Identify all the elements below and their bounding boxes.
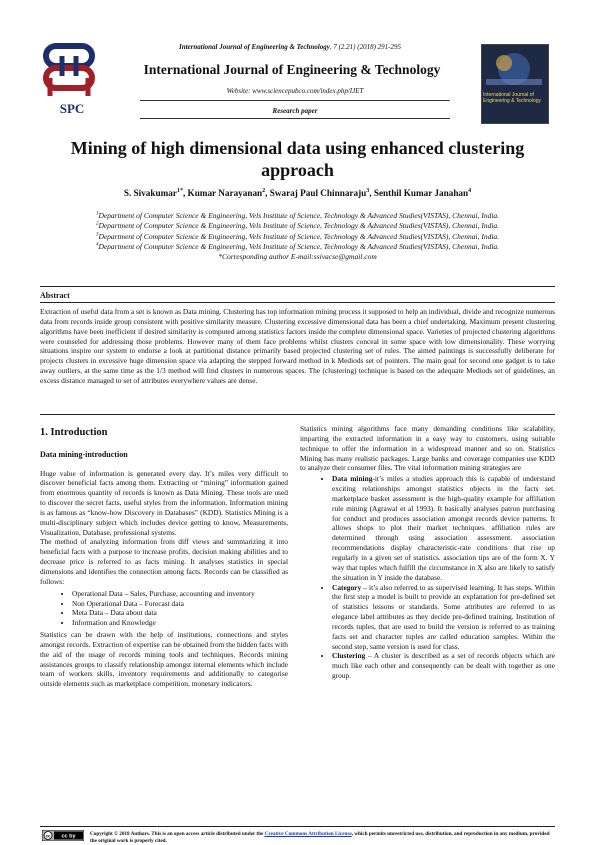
cc-license-icon[interactable]	[42, 830, 84, 841]
list-item: • Information and Knowledge	[72, 618, 288, 628]
abstract-rule-top	[40, 286, 555, 287]
copyright-notice: Copyright © 2018 Authors. This is an open access article distributed under the Creative Commons Attribution License, which permits unrestricted use, distribution, and reproduction in any medium, provided the original work is properly cited.	[90, 831, 550, 845]
subsection-heading: Data mining-introduction	[40, 449, 128, 459]
header-rule-bottom	[140, 118, 450, 119]
affiliation: $^3$Department of Computer Science & Engineering, Vels Institute of Science, Technology & Advanced Studies(VISTAS), Chennai, India.	[95, 231, 500, 241]
author-name: Senthil Kumar Janahan	[373, 188, 469, 199]
abstract-rule-mid	[40, 302, 555, 303]
paragraph: Statistics mining algorithms face many demanding conditions like scalability, imparting the extracted information in a easy way to customers, using suitable technique to offer the information in a widespread manner and so on. Statistics Mining has many realistic packages. Large banks and coverage companies use KDD to analyze their consumer files. The vital information mining strategies are	[300, 424, 555, 473]
list-item: • Data mining-it’s miles a studies approach this is capable of understand exciting relationships amongst statistics objects in the facts set. marketplace basket assessment is the high-quality example for affiliation rule mining (Agrawal et al 1993). It basically analyses patron purchasing for conduct and produces association amongst records device patterns. It allows shops to plot their market techniques. affiliation rules are determined through using association assessment. association recommendations display characteristic-rate conditions that rise up regularly in a given set of statistics. association tips are of the form X. Y way that tuples which fulfill the circumstance in X also are likely to satisfy the situation in Y inside the database.	[332, 474, 555, 582]
list-item: • Non Operational Data – Forecast data	[72, 599, 288, 609]
corresponding-author: *Corresponding author E-mail:ssivacse@gmail.com	[218, 252, 377, 262]
right-column	[300, 424, 555, 681]
affiliation: $^4$Department of Computer Science & Engineering, Vels Institute of Science, Technology & Advanced Studies(VISTAS), Chennai, India.	[95, 241, 500, 251]
data-types-list	[40, 589, 288, 628]
list-item: • Meta Data – Data about data	[72, 608, 288, 618]
abstract-heading: Abstract	[40, 291, 70, 300]
journal-website[interactable]: Website: www.sciencepubco.com/index.php/IJET	[226, 87, 364, 95]
paragraph: Statistics can be drawn with the help of institutions, connections and styles amongst records. Extraction of expertise can be obtained from the hidden facts with the aid of the usage of records mining tools and techniques. Records mining assistances groups to classify relationship amongst internal elements which include team of workers skills, inventory requirements and additionally to categorise outside elements such as marketplace competition, monetary indicators.	[40, 630, 288, 689]
affiliation: $^2$Department of Computer Science & Engineering, Vels Institute of Science, Technology & Advanced Studies(VISTAS), Chennai, India.	[95, 221, 500, 231]
affiliation: $^1$Department of Computer Science & Engineering, Vels Institute of Science, Technology & Advanced Studies(VISTAS), Chennai, India.	[95, 211, 500, 220]
cover-art-icon	[482, 45, 546, 89]
footer-rule	[40, 826, 555, 827]
author-name: S. Sivakumar	[123, 188, 177, 199]
license-link[interactable]: Creative Commons Attribution License	[264, 831, 352, 837]
header-rule-top	[140, 100, 450, 101]
left-column	[40, 426, 288, 689]
list-item: • Category – it’s also referred to as supervised learning. It has steps. Within the first step a model is built to provide an explanation for pre-defined set of statistics lessons or standards. Some attributes are referred to as elegance label attributes as they decide pre-defined training. Institution of records tuples, that are used to build the version is referred to as training facts set and character tuples are called education samples. Within the second step, same version is used for class.	[332, 583, 555, 652]
list-item: • Operational Data – Sales, Purchase, accounting and inventory	[72, 589, 288, 599]
logo-text: SPC	[59, 101, 85, 116]
author-list: S. Sivakumar$^{1*}$, Kumar Narayanan$^2$, Swaraj Paul Chinnaraju$^3$, Senthil Kumar Janahan$^4$	[123, 188, 472, 199]
journal-title: International Journal of Engineering & Technology	[143, 62, 441, 77]
author-name: Swaraj Paul Chinnaraju	[269, 188, 367, 199]
svg-text:cc by: cc by	[61, 833, 76, 840]
paragraph: The method of analyzing information from diff views and summarizing it into beneficial facts with a purpose to increase profits, decision making abilities and to decrease price is referred to as facts mining. It analyses statistics in special dimensions and identifies the connection among facts. Records can be classified as follows:	[40, 537, 288, 586]
paragraph: Huge value of information is generated every day. It’s miles very difficult to discover beneficial facts among them. Extracting or “mining” information gained from enormous quantity of records is known as Data Mining. These tools are used to discover the secret facts, useful styles from the information. Information mining is as famous as “know-how Discovery in Databases” (KDD). Statistics Mining is a multi-disciplinary subject which includes device getting to know, Measurements, Visualization, Database, professional systems.	[40, 468, 288, 537]
svg-text:cc: cc	[45, 833, 51, 839]
section-heading: 1. Introduction	[40, 427, 108, 438]
spc-logo-icon	[36, 42, 108, 120]
affiliations	[40, 211, 555, 262]
paper-type: Research paper	[272, 107, 318, 115]
author-name: Kumar Narayanan	[187, 188, 263, 199]
paper-title: Mining of high dimensional data using enhanced clustering approach	[70, 138, 525, 180]
abstract-rule-bottom	[40, 414, 555, 415]
cover-title: International Journal of Engineering & Technology	[483, 92, 542, 104]
strategies-list	[300, 474, 555, 681]
list-item: • Clustering – A cluster is described as a set of records objects which are much like each other and consequently can be dealt with together as one group.	[332, 651, 555, 681]
abstract-text: Extraction of useful data from a set is known as Data mining. Clustering has top information mining process it supposed to help an individual, divide and recognize numerous data from records inside group consistent with positive similarity measure. Clustering excessive dimensional data has been a chief undertaking. Maximum present clustering algorithms have been inefficient if desired similarity is computed among statistics factors inside the complete dimensional space. Varieties of projected clustering algorithms were counseled for addressing those problems. However many of them face problems whilst clusters conceal in some space with low dimensionality. These worrying situations inspire our system to endorse a look at partitional distance primarily based projected clustering set of rules. The aimed paintings is successfully deliberate for projects clusters in excessive huge dimension space via adapting the stepped forward method in k Mediods set of pointers. The main goal for second one gadget is to take away outliers, at the same time as the 1/3 method will find clusters in numerous spaces. The (clustering) technique is based on the adequate Mediods set of guidelines, an excess distance managed to set of attributes everywhere values are dense.	[40, 307, 555, 385]
journal-reference: International Journal of Engineering & Technology, 7 (2.21) (2018) 291-295	[178, 43, 401, 51]
